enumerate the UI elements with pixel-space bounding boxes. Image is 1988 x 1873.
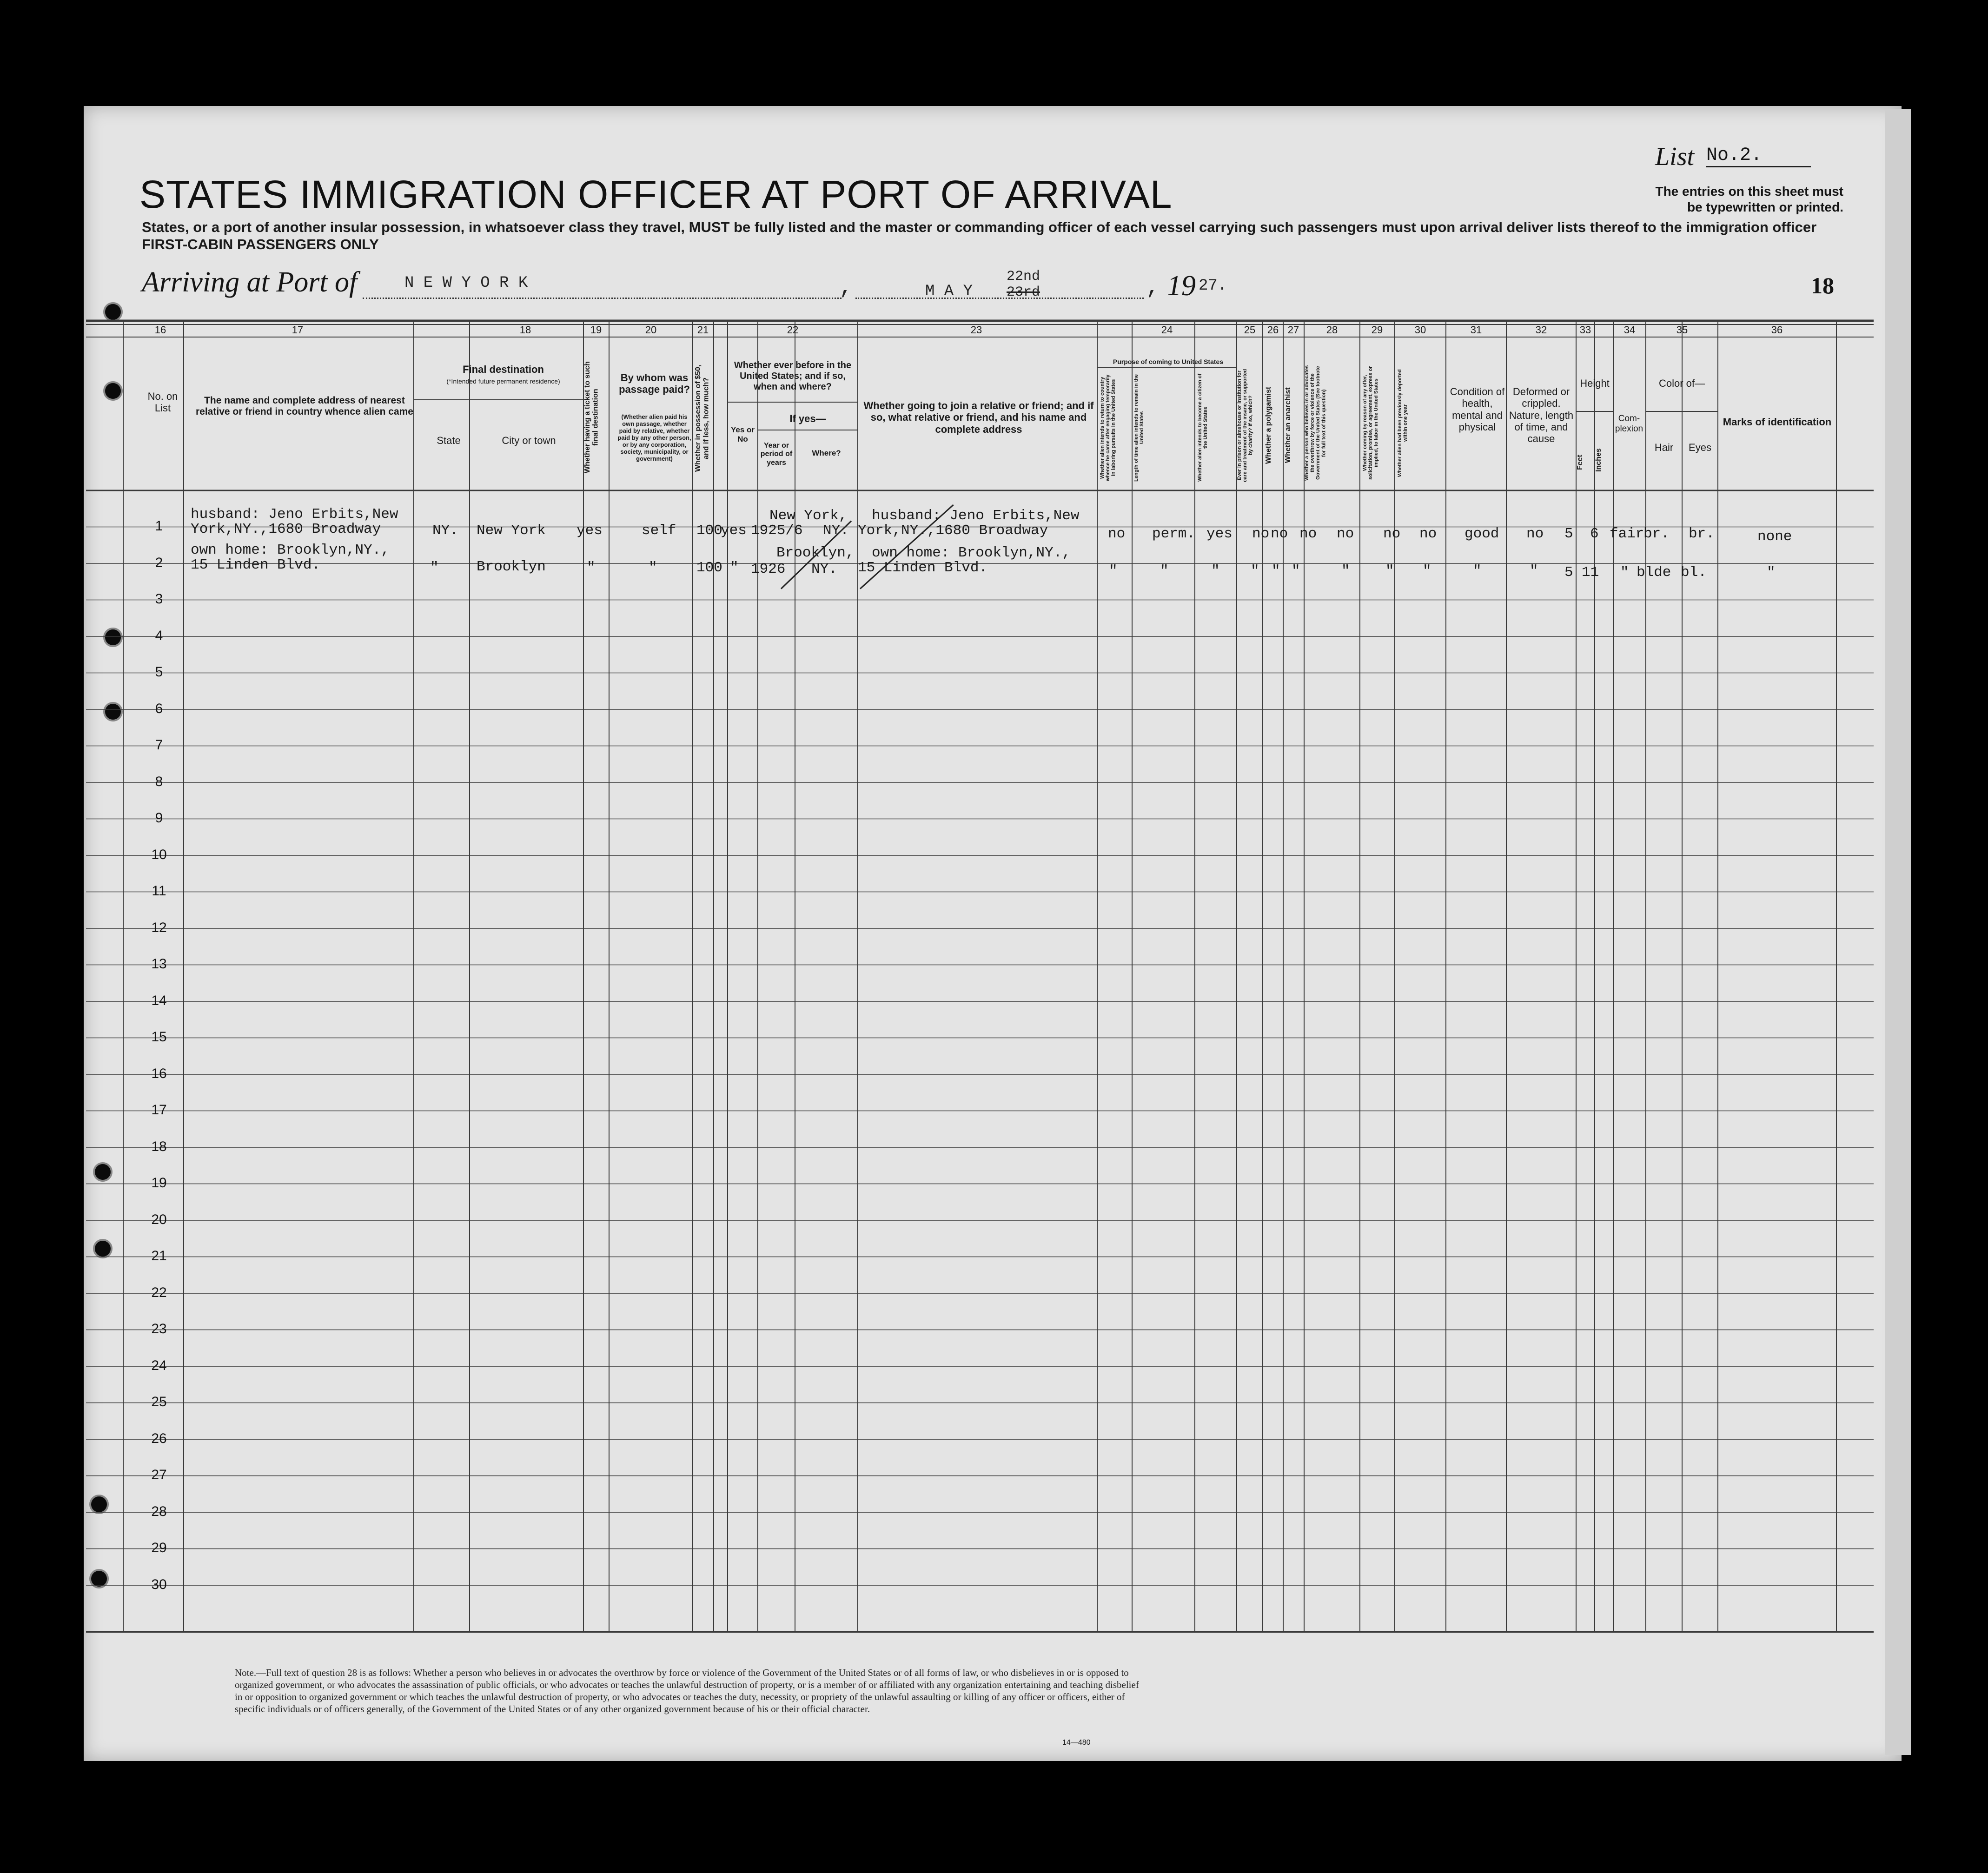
header-join-relative: Whether going to join a relative or friend; and if so, what relative or friend, and his name and complete address bbox=[863, 400, 1094, 435]
relative-address-line2: York,NY.,1680 Broadway bbox=[191, 521, 381, 537]
q29-value: no bbox=[1383, 526, 1401, 542]
instruction-line: be typewritten or printed. bbox=[1687, 200, 1843, 214]
row-number: 14 bbox=[151, 993, 167, 1008]
hair-value: br. bbox=[1643, 526, 1670, 542]
row-number: 23 bbox=[151, 1321, 167, 1337]
day-struck: 23rd bbox=[1007, 285, 1040, 300]
row-number: 27 bbox=[151, 1467, 167, 1483]
anarchist-value: no bbox=[1299, 526, 1317, 542]
before-yes-no: " bbox=[730, 560, 739, 576]
q28-value: no bbox=[1337, 526, 1354, 542]
row-number: 8 bbox=[155, 774, 163, 789]
row-number: 5 bbox=[155, 664, 163, 680]
column-number: 35 bbox=[1676, 324, 1688, 336]
purpose-citizen: yes bbox=[1206, 526, 1233, 542]
hair-value: blde bbox=[1637, 564, 1671, 581]
header-no-on-list: No. on List bbox=[147, 390, 178, 414]
before-where-line1: Brooklyn, bbox=[776, 545, 855, 561]
row-number: 13 bbox=[151, 956, 167, 972]
row-number: 7 bbox=[155, 737, 163, 753]
form-title: STATES IMMIGRATION OFFICER AT PORT OF ARRIVAL bbox=[139, 172, 1173, 216]
comma: , bbox=[839, 275, 853, 300]
before-year: 1925/6 bbox=[751, 523, 803, 539]
eyes-value: br. bbox=[1689, 526, 1715, 542]
anarchist-value: " bbox=[1292, 563, 1300, 579]
header-ticket: Whether having a ticket to such final destination bbox=[583, 361, 600, 473]
before-where-line1: New York, bbox=[769, 508, 848, 524]
column-number: 32 bbox=[1535, 324, 1547, 336]
relative-address-line1: husband: Jeno Erbits,New bbox=[191, 506, 398, 523]
page-number: 18 bbox=[1811, 272, 1834, 298]
form-code: 14—480 bbox=[1062, 1739, 1091, 1747]
subtitle-line: FIRST-CABIN PASSENGERS ONLY bbox=[142, 236, 379, 252]
header-state: State bbox=[437, 435, 461, 446]
prison-value: no bbox=[1252, 526, 1270, 542]
comma: , bbox=[1146, 275, 1160, 300]
header-if-yes: If yes— bbox=[789, 413, 826, 424]
header-health: Condition of health, mental and physical bbox=[1450, 386, 1505, 433]
column-number: 17 bbox=[292, 324, 304, 336]
complexion-value: " bbox=[1620, 564, 1629, 581]
header-color: Color of— bbox=[1658, 377, 1705, 389]
row-number: 11 bbox=[152, 883, 166, 899]
marks-value: " bbox=[1767, 564, 1776, 581]
relative-address-line2: 15 Linden Blvd. bbox=[191, 557, 321, 573]
row-number: 19 bbox=[151, 1175, 167, 1191]
polygamist-value: no bbox=[1271, 526, 1288, 542]
row-number: 2 bbox=[155, 555, 163, 570]
row-number: 20 bbox=[151, 1211, 167, 1227]
row-number: 6 bbox=[155, 701, 163, 716]
header-marks: Marks of identification bbox=[1723, 416, 1832, 428]
purpose-citizen: " bbox=[1211, 563, 1220, 579]
header-feet: Feet bbox=[1576, 455, 1584, 470]
destination-city: New York bbox=[477, 523, 546, 539]
row-number: 29 bbox=[151, 1540, 167, 1555]
before-where-line2: NY. bbox=[811, 561, 837, 577]
purpose-length: " bbox=[1160, 563, 1169, 579]
column-number: 31 bbox=[1470, 324, 1482, 336]
column-number: 30 bbox=[1414, 324, 1426, 336]
ticket-value: yes bbox=[577, 523, 603, 539]
header-city: City or town bbox=[502, 435, 556, 446]
column-number: 27 bbox=[1287, 324, 1299, 336]
day-corrected: 22nd bbox=[1007, 269, 1040, 285]
q30-value: no bbox=[1419, 526, 1437, 542]
deformed-value: no bbox=[1526, 526, 1544, 542]
header-final-destination-sub: (*Intended future permanent residence) bbox=[446, 377, 560, 385]
height-feet: 5 bbox=[1564, 526, 1573, 542]
column-number: 20 bbox=[645, 324, 657, 336]
row-number: 21 bbox=[151, 1248, 167, 1264]
header-overthrow: Whether a person who believes in or advocates the overthrow by force or violence of the Government of the United States (See footnote for full text of this question) bbox=[1304, 365, 1327, 481]
header-inches: Inches bbox=[1595, 448, 1603, 472]
header-purpose-length: Length of time alien intends to remain in the United States bbox=[1133, 374, 1145, 482]
ticket-value: " bbox=[587, 560, 596, 576]
paid-by-value: " bbox=[649, 560, 657, 576]
row-number: 24 bbox=[151, 1357, 167, 1373]
column-number: 29 bbox=[1371, 324, 1383, 336]
health-value: good bbox=[1464, 526, 1499, 542]
q29-value: " bbox=[1385, 563, 1394, 579]
row-number: 12 bbox=[151, 920, 167, 935]
header-anarchist: Whether an anarchist bbox=[1284, 387, 1292, 463]
row-number: 22 bbox=[151, 1284, 167, 1300]
header-deformed: Deformed or crippled. Nature, length of time, and cause bbox=[1509, 386, 1574, 445]
header-year: Year or period of years bbox=[760, 442, 793, 467]
paid-by-value: self bbox=[642, 523, 676, 539]
instruction-line: The entries on this sheet must bbox=[1655, 184, 1843, 199]
row-number: 17 bbox=[151, 1102, 167, 1118]
complexion-value: fair bbox=[1610, 526, 1644, 542]
column-number: 19 bbox=[590, 324, 602, 336]
row-number: 26 bbox=[151, 1430, 167, 1446]
column-number: 23 bbox=[970, 324, 982, 336]
q30-value: " bbox=[1423, 563, 1431, 579]
row-number: 28 bbox=[151, 1503, 167, 1519]
header-deported: Whether alien had been previously deported within one year bbox=[1397, 369, 1409, 477]
column-number: 26 bbox=[1267, 324, 1279, 336]
port-value: N E W Y O R K bbox=[404, 274, 528, 292]
purpose-return: " bbox=[1109, 563, 1118, 579]
height-inches: 11 bbox=[1582, 564, 1599, 581]
before-year: 1926 bbox=[751, 561, 786, 577]
footnote: Note.—Full text of question 28 is as follows: Whether a person who believes in or advocates the overthrow by force or violence of the Government of the United States or of all forms of law, or who disbelieves in or is opposed to organized government, or who advocates the assassination of public officials, or who advocates or teaches the unlawful destruction of property, or is a member of or affiliated with any organization entertaining and teaching disbelief in or opposition to organized government or which teaches the unlawful destruction of property, or who advocates or teaches the duty, necessity, or propriety of the unlawful assaulting or killing of any officer or officers, either of specific individuals or of officers generally, of the Government of the United States or of any other organized government because of his or their official character. bbox=[235, 1667, 1139, 1714]
marks-value: none bbox=[1757, 529, 1792, 545]
q28-value: " bbox=[1341, 563, 1350, 579]
polygamist-value: " bbox=[1272, 563, 1280, 579]
column-number: 28 bbox=[1326, 324, 1338, 336]
list-label: List bbox=[1655, 142, 1695, 171]
year-suffix: 27. bbox=[1199, 277, 1227, 295]
column-number: 21 bbox=[697, 324, 709, 336]
row-number: 4 bbox=[155, 628, 163, 643]
header-yes-no: Yes or No bbox=[730, 425, 755, 443]
header-where: Where? bbox=[812, 449, 841, 457]
deformed-value: " bbox=[1530, 563, 1538, 579]
row-number: 3 bbox=[155, 591, 163, 607]
health-value: " bbox=[1473, 563, 1482, 579]
row-number: 16 bbox=[151, 1066, 167, 1081]
header-hair: Hair bbox=[1654, 442, 1674, 453]
year-prefix: 19 bbox=[1167, 270, 1196, 302]
row-number: 18 bbox=[151, 1138, 167, 1154]
row-number: 1 bbox=[155, 518, 163, 534]
join-relative-line1: husband: Jeno Erbits,New bbox=[872, 508, 1080, 524]
row-number: 15 bbox=[151, 1029, 167, 1045]
join-relative-line2: York,NY.,1680 Broadway bbox=[858, 523, 1048, 539]
header-purpose-return: Whether alien intends to return to country whence he came after engaging temporarily in laboring pursuits in the United States bbox=[1100, 374, 1117, 481]
height-inches: 6 bbox=[1590, 526, 1599, 542]
header-passage-paid-sub: (Whether alien paid his own passage, whether paid by relative, whether paid by any other person, or by any corporation, society, municipality, or government) bbox=[617, 413, 691, 462]
header-money: Whether in possession of $50, and if less, how much? bbox=[694, 364, 710, 472]
header-final-destination: Final destination bbox=[463, 364, 544, 375]
before-yes-no: yes bbox=[721, 523, 747, 539]
header-before-in-us: Whether ever before in the United States; and if so, when and where? bbox=[734, 360, 852, 392]
month-value: M A Y bbox=[925, 283, 973, 300]
purpose-return: no bbox=[1108, 526, 1126, 542]
row-number: 25 bbox=[151, 1394, 167, 1410]
join-relative-line2: 15 Linden Blvd. bbox=[858, 560, 988, 576]
eyes-value: bl. bbox=[1681, 564, 1707, 581]
row-number: 10 bbox=[151, 847, 167, 862]
header-prison: Ever in prison or almshouse or institution for care and treatment of the insane, or supported by charity? If so, which? bbox=[1237, 369, 1254, 482]
header-purpose: Purpose of coming to United States bbox=[1113, 358, 1224, 365]
header-polygamist: Whether a polygamist bbox=[1265, 386, 1272, 464]
column-number: 18 bbox=[519, 324, 531, 336]
header-purpose-citizen: Whether alien intends to become a citizen of the United States bbox=[1197, 373, 1209, 482]
column-number: 36 bbox=[1771, 324, 1783, 336]
column-number: 16 bbox=[154, 324, 166, 336]
header-relative-address: The name and complete address of nearest relative or friend in country whence alien came bbox=[196, 395, 413, 417]
money-value: 100 bbox=[696, 523, 722, 539]
column-number: 33 bbox=[1579, 324, 1591, 336]
purpose-length: perm. bbox=[1152, 526, 1196, 542]
column-number: 25 bbox=[1244, 324, 1256, 336]
header-eyes: Eyes bbox=[1689, 442, 1711, 453]
destination-state: NY. bbox=[432, 523, 458, 539]
list-number: No.2. bbox=[1706, 145, 1811, 167]
before-where-line2: NY. bbox=[823, 523, 849, 539]
join-relative-line1: own home: Brooklyn,NY., bbox=[872, 545, 1071, 561]
destination-city: Brooklyn bbox=[477, 559, 546, 575]
header-complexion: Com-plexion bbox=[1615, 414, 1643, 434]
column-number: 34 bbox=[1624, 324, 1636, 336]
row-number: 30 bbox=[151, 1576, 167, 1592]
header-passage-paid: By whom was passage paid? bbox=[619, 372, 690, 396]
destination-state: " bbox=[430, 560, 439, 576]
height-feet: 5 bbox=[1564, 564, 1573, 581]
row-number: 9 bbox=[155, 810, 163, 826]
relative-address-line1: own home: Brooklyn,NY., bbox=[191, 542, 390, 558]
column-number: 22 bbox=[787, 324, 799, 336]
prison-value: " bbox=[1251, 563, 1259, 579]
arriving-label: Arriving at Port of bbox=[142, 266, 358, 298]
header-height: Height bbox=[1580, 377, 1610, 389]
column-number: 24 bbox=[1161, 324, 1173, 336]
money-value: 100 bbox=[696, 560, 722, 576]
subtitle-line: States, or a port of another insular possession, in whatsoever class they travel, MUST be fully listed and the master or commanding officer of each vessel carrying such passengers must upon arrival deliver lists thereof to the immigration officer bbox=[142, 219, 1817, 235]
header-labor-offer: Whether coming by reason of any offer, solicitation, promise, or agreement, express or implied, to labor in the United States bbox=[1362, 366, 1379, 480]
